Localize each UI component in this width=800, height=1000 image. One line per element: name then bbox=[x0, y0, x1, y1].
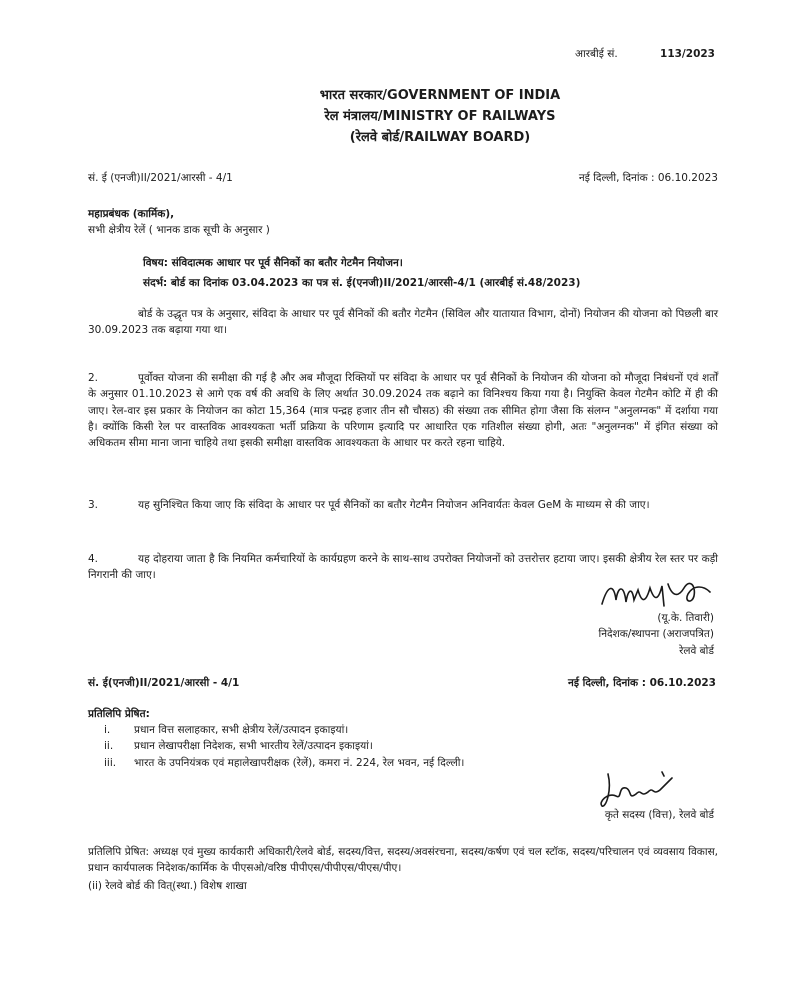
letterhead bbox=[250, 86, 630, 148]
paragraph-4-text: यह दोहराया जाता है कि नियमित कर्मचारियों के कार्यग्रहण करने के साथ-साथ उपरोक्त नियोजनों को उत्तरोत्तर हटाया जाए। इसकी क्षेत्रीय रेल स्तर पर कड़ी निगरानी की जाए। bbox=[88, 553, 718, 582]
rbe-number: 113/2023 bbox=[660, 48, 715, 60]
addressee-line-2: सभी क्षेत्रीय रेलें ( भानक डाक सूची के अनुसार ) bbox=[88, 224, 270, 237]
signatory-1 bbox=[480, 610, 714, 659]
paragraph-3 bbox=[88, 497, 718, 513]
addressee bbox=[88, 206, 488, 239]
copy-list-text: प्रधान लेखापरीक्षा निदेशक, सभी भारतीय रेलें/उत्पादन इकाइयां। bbox=[134, 740, 373, 753]
subject: विषय: संविदात्मक आधार पर पूर्व सैनिकों का बतौर गेटमैन नियोजन। bbox=[143, 257, 403, 269]
letter-number: सं. ई (एनजी)II/2021/आरसी - 4/1 bbox=[88, 172, 233, 184]
copy-2 bbox=[88, 844, 718, 877]
signature-1 bbox=[598, 576, 718, 612]
copy-list-number: i. bbox=[104, 724, 111, 736]
copy-2-text: प्रतिलिपि प्रेषित: अध्यक्ष एवं मुख्य कार्यकारी अधिकारी/रेलवे बोर्ड, सदस्य/वित्त, सदस्य/अवसंरचना, सदस्य/कर्षण एवं चल स्टॉक, सदस्य/परिचालन एवं व्यवसाय विकास, प्रधान कार्यपालक निदेशक/कार्मिक के पीएसओ/वरिष्ठ पीपीएस/पीपीएस/पीएस/पीए। bbox=[88, 846, 718, 875]
signatory-1-name: (यू.के. तिवारी) bbox=[657, 612, 714, 624]
letter-date: नई दिल्ली, दिनांक : 06.10.2023 bbox=[578, 172, 718, 184]
copy-list bbox=[104, 722, 664, 771]
paragraph-1 bbox=[88, 306, 718, 339]
paragraph-2 bbox=[88, 370, 718, 451]
rbe-label: आरबीई सं. bbox=[575, 48, 618, 60]
copy-list-item bbox=[104, 755, 664, 771]
reference-line-2 bbox=[88, 675, 716, 691]
header-ministry: रेल मंत्रालय/MINISTRY OF RAILWAYS bbox=[324, 108, 556, 124]
copy-list-number: ii. bbox=[104, 740, 114, 753]
paragraph-2-text: पूर्वोक्त योजना की समीक्षा की गई है और अब मौजूदा रिक्तियों पर संविदा के आधार पर पूर्व सैनिकों के नियोजन की योजना को मौजूदा निबंधनों एवं शर्तों के अनुसार 01.10.2023 से आगे एक वर्ष की अवधि के लिए अर्थात 30.09.2024 तक बढ़ाने का विनिश्चय किया गया है। नियुक्ति केवल गेटमैन कोटि में ही की जाए। रेल-वार इस प्रकार के नियोजन का कोटा 15,364 (मात्र पन्द्रह हजार तीन सौ चौसठ) की संख्या तक सीमित होगा जैसा कि संलग्न "अनुलग्नक" में दर्शाया गया है। क्योंकि किसी रेल पर वास्तविक आवश्यकता भर्ती प्रक्रिया के परिणाम इत्यादि पर आधारित एक गतिशील संख्या होगी, अतः "अनुलग्नक" में इंगित संख्या को अधिकतम सीमा माना जाना चाहिये तथा इसकी समीक्षा वास्तविक आवश्यकता के आधार पर करते रहना चाहिये. bbox=[88, 372, 718, 450]
copy-list-item bbox=[104, 722, 664, 738]
reference: संदर्भ: बोर्ड का दिनांक 03.04.2023 का पत्र सं. ई(एनजी)II/2021/आरसी-4/1 (आरबीई सं.48/2023) bbox=[143, 277, 581, 289]
signatory-1-designation: निदेशक/स्थापना (अराजपत्रित) bbox=[598, 628, 714, 641]
signatory-1-office: रेलवे बोर्ड bbox=[679, 644, 714, 657]
addressee-line-1: महाप्रबंधक (कार्मिक), bbox=[88, 208, 175, 220]
header-government: भारत सरकार/GOVERNMENT OF INDIA bbox=[319, 88, 561, 103]
copy-heading: प्रतिलिपि प्रेषित: bbox=[88, 708, 150, 720]
signatory-2: कृते सदस्य (वित्त), रेलवे बोर्ड bbox=[604, 809, 714, 821]
copy-list-item bbox=[104, 738, 664, 754]
copy-letter-number: सं. ई(एनजी)II/2021/आरसी - 4/1 bbox=[88, 677, 240, 689]
paragraph-3-text: यह सुनिश्चित किया जाए कि संविदा के आधार पर पूर्व सैनिकों का बतौर गेटमैन नियोजन अनिवार्यतः केवल GeM के माध्यम से की जाए। bbox=[138, 499, 650, 511]
copy-2-line-2: (ii) रेलवे बोर्ड की वित्(स्था.) विशेष शाखा bbox=[88, 880, 247, 892]
rbe-number-block bbox=[575, 46, 715, 62]
copy-list-text: प्रधान वित्त सलाहकार, सभी क्षेत्रीय रेलें/उत्पादन इकाइयां। bbox=[134, 724, 349, 736]
paragraph-1-text: बोर्ड के उद्धृत पत्र के अनुसार, संविदा के आधार पर पूर्व सैनिकों की बतौर गेटमैन (सिविल और यातायात विभाग, दोनों) नियोजन की योजना को पिछली बार 30.09.2023 तक बढ़ाया गया था। bbox=[88, 308, 718, 337]
header-board: (रेलवे बोर्ड/RAILWAY BOARD) bbox=[349, 129, 531, 145]
copy-list-text: भारत के उपनियंत्रक एवं महालेखापरीक्षक (रेलें), कमरा नं. 224, रेल भवन, नई दिल्ली। bbox=[134, 756, 465, 769]
paragraph-2-number: 2. bbox=[88, 372, 99, 384]
copy-list-number: iii. bbox=[104, 756, 117, 769]
paragraph-4-number: 4. bbox=[88, 553, 99, 565]
paragraph-3-number: 3. bbox=[88, 499, 99, 511]
copy-letter-date: नई दिल्ली, दिनांक : 06.10.2023 bbox=[568, 677, 716, 689]
reference-line-1 bbox=[88, 170, 718, 186]
